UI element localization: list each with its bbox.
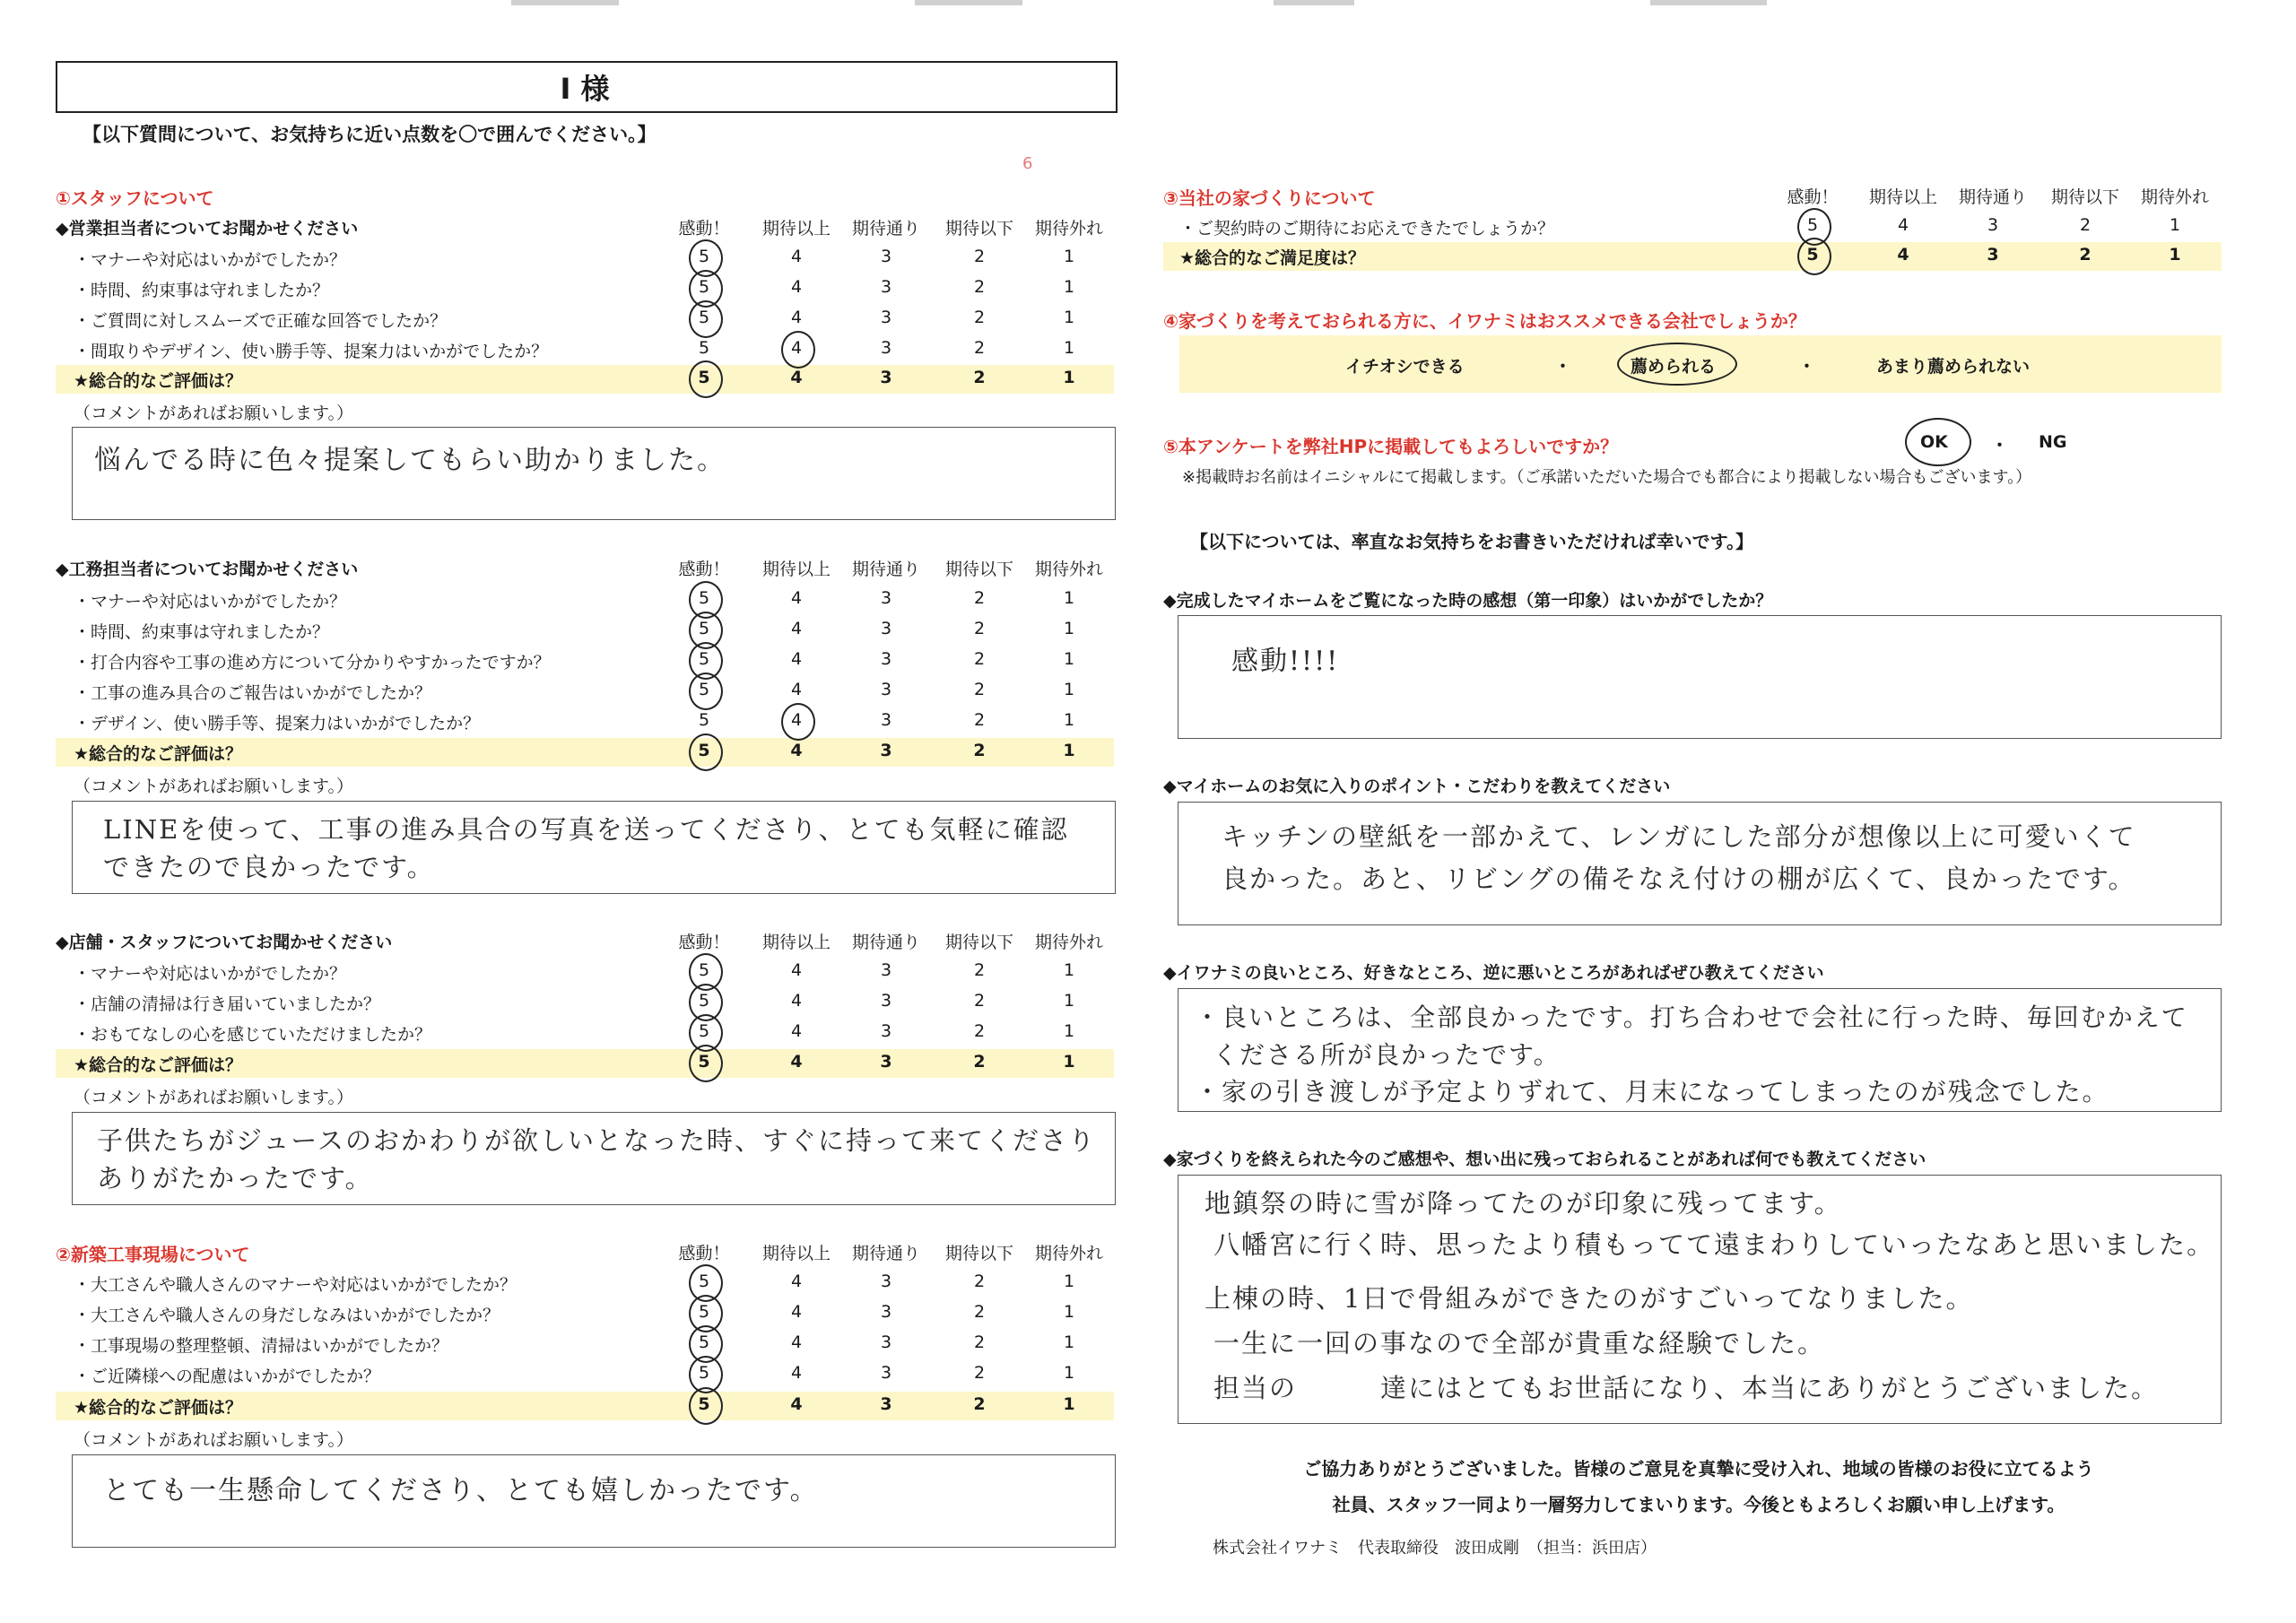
scale-header: 期待以上 xyxy=(761,933,831,952)
selected-circle xyxy=(689,1045,723,1082)
store-title: ◆店舗・スタッフについてお聞かせください xyxy=(56,933,393,952)
store-overall-label: ★総合的なご評価は？ xyxy=(74,1055,243,1075)
first-impression-answer: 感動!!!! xyxy=(1231,646,1340,677)
memories-title: ◆家づくりを終えられた今のご感想や、想い出に残っておられることがあれば何でも教えてください xyxy=(1163,1150,1926,1169)
scan-mark xyxy=(511,0,619,5)
scale-header: 期待以下 xyxy=(944,1244,1013,1263)
page-title: I 様 xyxy=(560,72,610,106)
free-intro: 【以下については、率直なお気持ちをお書きいただければ幸いです。】 xyxy=(1190,531,1753,552)
publish-title: ⑤本アンケートを弊社HPに掲載してもよろしいですか？ xyxy=(1163,436,1619,457)
goodbad-line: ・良いところは、全部良かったです。打ち合わせで会社に行った時、毎回むかえて xyxy=(1195,1002,2188,1032)
store-comment-line: ありがたかったです。 xyxy=(97,1163,373,1193)
recommend-option: イチオシできる xyxy=(1345,357,1465,377)
memories-line: 八幡宮に行く時、思ったより積もってて遠まわりしていったなあと思いました。 xyxy=(1213,1229,2215,1260)
selected-option-circle xyxy=(1905,418,1971,466)
site-comment: とても一生懸命してくださり、とても嬉しかったです。 xyxy=(103,1475,819,1506)
publish-sep: ・ xyxy=(1991,436,2009,456)
site-question: ・工事現場の整理整頓、清掃はいかがでしたか？ xyxy=(74,1336,449,1356)
selected-circle xyxy=(1797,238,1831,275)
scale-header: 期待以上 xyxy=(761,219,831,239)
scale-header: 期待外れ xyxy=(1034,933,1103,952)
sales-question: ・ご質問に対しスムーズで正確な回答でしたか？ xyxy=(74,311,448,331)
scan-mark xyxy=(1650,0,1767,5)
store-question: ・おもてなしの心を感じていただけましたか？ xyxy=(74,1025,432,1045)
store-question: ・マナーや対応はいかがでしたか？ xyxy=(74,964,347,984)
store-question: ・店舗の清掃は行き届いていましたか？ xyxy=(74,994,381,1014)
site-question: ・大工さんや職人さんのマナーや対応はいかがでしたか？ xyxy=(74,1275,517,1295)
construction-comment-line: できたので良かったです。 xyxy=(103,852,435,882)
scale-header: 期待通り xyxy=(851,933,920,952)
scale-header: 期待通り xyxy=(1958,187,2027,207)
scale-header: 期待以下 xyxy=(2050,187,2119,207)
scan-mark xyxy=(1274,0,1354,5)
sales-title: ◆営業担当者についてお聞かせください xyxy=(56,219,359,239)
selected-option-circle xyxy=(1617,343,1737,386)
goodbad-line: ・家の引き渡しが予定よりずれて、月末になってしまったのが残念でした。 xyxy=(1195,1077,2109,1107)
favorite-title: ◆マイホームのお気に入りのポイント・こだわりを教えてください xyxy=(1163,777,1671,796)
site-overall-label: ★総合的なご評価は？ xyxy=(74,1398,243,1418)
site-comment-prompt: （コメントがあればお願いします。） xyxy=(74,1430,353,1450)
site-question: ・ご近隣様への配慮はいかがでしたか？ xyxy=(74,1367,381,1386)
scan-mark xyxy=(915,0,1022,5)
scale-header: 期待以下 xyxy=(944,933,1013,952)
scale-header: 期待以上 xyxy=(761,560,831,579)
construction-title: ◆工務担当者についてお聞かせください xyxy=(56,560,359,579)
recommend-option: あまり薦められない xyxy=(1876,357,2031,377)
selected-circle xyxy=(689,1387,723,1425)
favorite-line: 良かった。あと、リビングの備そなえ付けの棚が広くて、良かったです。 xyxy=(1222,864,2136,894)
section-staff-title: ①スタッフについて xyxy=(56,187,214,209)
footer-message: 社員、スタッフ一同より一層努力してまいります。今後ともよろしくお願い申し上げます。 xyxy=(1332,1494,2066,1515)
scale-header: 期待通り xyxy=(851,1244,920,1263)
scale-header: 期待外れ xyxy=(1034,560,1103,579)
memories-line: 担当の 達にはとてもお世話になり、本当にありがとうございました。 xyxy=(1213,1373,2160,1403)
footer-message: ご協力ありがとうございました。皆様のご意見を真摯に受け入れ、地域の皆様のお役に立てるよう xyxy=(1303,1458,2094,1480)
construction-overall-label: ★総合的なご評価は？ xyxy=(74,744,243,764)
memories-line: 地鎮祭の時に雪が降ってたのが印象に残ってます。 xyxy=(1205,1188,1842,1219)
scale-header: 感動！ xyxy=(678,1244,730,1263)
selected-circle xyxy=(689,733,723,771)
store-comment-prompt: （コメントがあればお願いします。） xyxy=(74,1088,353,1107)
scale-header: 感動！ xyxy=(1787,187,1839,207)
recommend-sep: ・ xyxy=(1798,357,1816,377)
site-question: ・大工さんや職人さんの身だしなみはいかがでしたか？ xyxy=(74,1306,500,1325)
scale-header: 期待以下 xyxy=(944,560,1013,579)
construction-question: ・打合内容や工事の進め方について分かりやすかったですか？ xyxy=(74,653,551,673)
selected-circle xyxy=(781,331,815,369)
sales-comment-prompt: （コメントがあればお願いします。） xyxy=(74,404,353,423)
selected-circle xyxy=(689,673,723,710)
scale-header: 期待外れ xyxy=(1034,1244,1103,1263)
sales-overall-label: ★総合的なご評価は？ xyxy=(74,371,243,391)
scale-header: 期待外れ xyxy=(2140,187,2209,207)
scale-header: 期待通り xyxy=(851,219,920,239)
selected-circle xyxy=(689,300,723,338)
scale-header: 期待以上 xyxy=(1868,187,1937,207)
stamp-mark: 6 xyxy=(1022,154,1033,173)
scale-header: 期待通り xyxy=(851,560,920,579)
recommend-sep: ・ xyxy=(1554,357,1572,377)
recommend-option: 薦められる xyxy=(1631,357,1717,377)
footer-company: 株式会社イワナミ 代表取締役 波田成剛 （担当：浜田店） xyxy=(1213,1539,1657,1558)
instruction: 【以下質問について、お気持ちに近い点数を〇で囲んでください。】 xyxy=(83,124,657,145)
scale-header: 期待外れ xyxy=(1034,219,1103,239)
scale-header: 期待以下 xyxy=(944,219,1013,239)
selected-circle xyxy=(689,360,723,398)
first-impression-title: ◆完成したマイホームをご覧になった時の感想（第一印象）はいかがでしたか？ xyxy=(1163,591,1773,611)
sales-question: ・間取りやデザイン、使い勝手等、提案力はいかがでしたか？ xyxy=(74,342,549,361)
site-title: ②新築工事現場について xyxy=(56,1244,250,1265)
house-title: ③当社の家づくりについて xyxy=(1163,187,1376,209)
house-question: ・ご契約時のご期待にお応えできたでしょうか？ xyxy=(1179,219,1555,239)
recommend-title: ④家づくりを考えておられる方に、イワナミはおススメできる会社でしょうか？ xyxy=(1163,310,1806,332)
construction-comment-prompt: （コメントがあればお願いします。） xyxy=(74,777,353,796)
construction-question: ・工事の進み具合のご報告はいかがでしたか？ xyxy=(74,683,432,703)
scale-header: 期待以上 xyxy=(761,1244,831,1263)
store-comment-line: 子供たちがジュースのおかわりが欲しいとなった時、すぐに持って来てくださり xyxy=(97,1125,1096,1156)
memories-line: 上棟の時、1日で骨組みができたのがすごいってなりました。 xyxy=(1205,1283,1974,1314)
scale-header: 感動！ xyxy=(678,933,730,952)
goodbad-title: ◆イワナミの良いところ、好きなところ、逆に悪いところがあればぜひ教えてください xyxy=(1163,963,1824,983)
selected-circle xyxy=(781,703,815,741)
construction-question: ・マナーや対応はいかがでしたか？ xyxy=(74,592,347,612)
house-overall-label: ★総合的なご満足度は？ xyxy=(1179,248,1366,268)
goodbad-line: くださる所が良かったです。 xyxy=(1213,1040,1561,1070)
publish-ok: OK xyxy=(1920,432,1948,452)
scale-header: 感動！ xyxy=(678,560,730,579)
sales-comment: 悩んでる時に色々提案してもらい助かりました。 xyxy=(94,445,726,476)
construction-question: ・時間、約束事は守れましたか？ xyxy=(74,622,330,642)
scale-header: 感動！ xyxy=(678,219,730,239)
construction-comment-line: LINEを使って、工事の進み具合の写真を送ってくださり、とても気軽に確認 xyxy=(103,814,1069,845)
memories-line: 一生に一回の事なので全部が貴重な経験でした。 xyxy=(1213,1328,1826,1358)
sales-question: ・マナーや対応はいかがでしたか？ xyxy=(74,250,347,270)
construction-question: ・デザイン、使い勝手等、提案力はいかがでしたか？ xyxy=(74,714,481,733)
publish-ng: NG xyxy=(2039,432,2067,452)
sales-question: ・時間、約束事は守れましたか？ xyxy=(74,281,330,300)
publish-note: ※掲載時お名前はイニシャルにて掲載します。（ご承諾いただいた場合でも都合により掲載しない場合もございます。） xyxy=(1182,468,2032,487)
favorite-line: キッチンの壁紙を一部かえて、レンガにした部分が想像以上に可愛いくて xyxy=(1222,821,2136,852)
